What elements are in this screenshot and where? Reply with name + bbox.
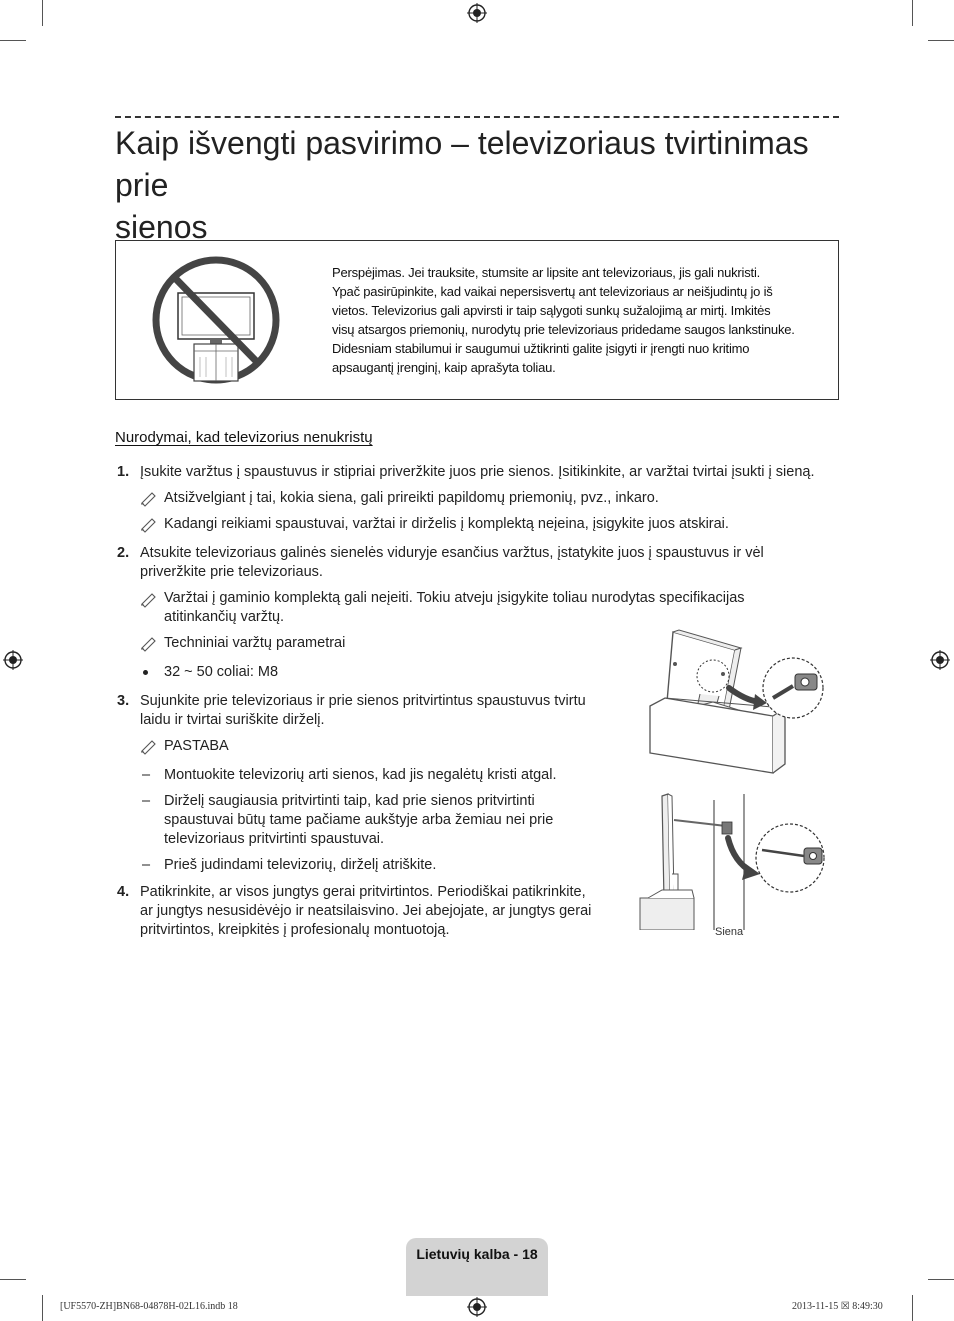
step-text: laidu ir tvirtai suriškite dirželį. [140,712,325,728]
step-text: Patikrinkite, ar visos jungtys gerai pritvirtintos. Periodiškai patikrinkite, [140,884,586,900]
dash-marker: – [142,857,151,873]
crop-mark [42,1295,43,1321]
warning-line: Didesniam stabilumui ir saugumui užtikrinti galite įsigyti ir įrengti nuo kritimo [332,341,750,356]
crop-mark [0,1279,26,1280]
warning-box [115,240,839,400]
page-title [115,122,855,248]
note-label: PASTABA [164,738,229,754]
step-number: 3. [117,693,130,709]
step-text: ar jungtys nesusidėvėjo ir neatsilaisvino. Jei abejojate, ar jungtys gerai [140,903,592,919]
warning-line: vietos. Televizorius gali apvirsti ir taip sąlygoti sunkų sužalojimą ar mirtį. Imkitės [332,303,771,318]
step-text: priveržkite prie televizoriaus. [140,564,323,580]
crop-mark [928,40,954,41]
registration-mark-icon [3,650,23,670]
warning-line: Perspėjimas. Jei trauksite, stumsite ar lipsite ant televizoriaus, jis gali nukristi. [332,265,761,280]
note-pencil-icon [140,636,158,652]
no-tv-tipping-icon [150,253,282,387]
note-text: Atsižvelgiant į tai, kokia siena, gali prireikti papildomų priemonių, pvz., inkaro. [164,490,659,506]
warning-text [332,263,822,377]
crop-mark [0,40,26,41]
warning-line: visų atsargos priemonių, nurodytų prie televizoriaus pridedame saugos lankstinuke. [332,322,795,337]
note-text: atitinkančių varžtų. [164,609,285,625]
figure-label: Siena [715,926,744,938]
tv-wall-strap-illustration [638,790,838,930]
step-number: 4. [117,884,130,900]
tv-back-bracket-illustration [645,628,830,778]
registration-mark-icon [467,3,487,23]
bullet-text: 32 ~ 50 coliai: M8 [164,664,279,680]
registration-mark-icon [930,650,950,670]
note-text: Kadangi reikiami spaustuvai, varžtai ir dirželis į komplektą neįeina, įsigykite juos atskirai. [164,516,729,532]
section-heading: Nurodymai, kad televizorius nenukristų [115,429,373,446]
step-text: Įsukite varžtus į spaustuvus ir stipriai priveržkite juos prie sienos. Įsitikinkite, ar varžtai tvirtai įsukti į sieną. [140,464,815,480]
page-number-label: Lietuvių kalba - 18 [416,1246,538,1262]
footer-timestamp: 2013-11-15 ☒ 8:49:30 [792,1301,883,1312]
note-pencil-icon [140,592,158,608]
crop-mark [42,0,43,26]
note-text: Techniniai varžtų parametrai [164,635,346,651]
dash-text: Dirželį saugiausia pritvirtinti taip, kad prie sienos pritvirtinti [164,793,535,809]
warning-line: apsaugantį įrenginį, kaip aprašyta toliau. [332,360,556,375]
footer-file-info: [UF5570-ZH]BN68-04878H-02L16.indb 18 [60,1301,238,1312]
dash-marker: – [142,793,151,809]
registration-mark-icon [467,1297,487,1317]
crop-mark [912,1295,913,1321]
dash-text: spaustuvai būtų tame pačiame aukštyje arba žemiau nei prie [164,812,554,828]
dash-text: Prieš judindami televizorių, dirželį atriškite. [164,857,437,873]
page-title-line: sienos [115,209,208,245]
title-rule [115,116,839,118]
dash-text: televizoriaus pritvirtinti spaustuvai. [164,831,385,847]
step-text: pritvirtintos, kreipkitės į profesionalų montuotoją. [140,922,450,938]
dash-text: Montuokite televizorių arti sienos, kad jis negalėtų kristi atgal. [164,767,557,783]
crop-mark [912,0,913,26]
crop-mark [928,1279,954,1280]
step-text: Sujunkite prie televizoriaus ir prie sienos pritvirtintus spaustuvus tvirtu [140,693,586,709]
note-pencil-icon [140,491,158,507]
note-pencil-icon [140,517,158,533]
note-text: Varžtai į gaminio komplektą gali neįeiti. Tokiu atveju įsigykite toliau nurodytas specifikacijas [164,590,745,606]
dash-marker: – [142,767,151,783]
step-text: Atsukite televizoriaus galinės sienelės viduryje esančius varžtus, įstatykite juos į spaustuvus ir vėl [140,545,764,561]
warning-line: Ypač pasirūpinkite, kad vaikai nepersisvertų ant televizoriaus ar neišjudintų jo iš [332,284,773,299]
page-title-line: Kaip išvengti pasvirimo – televizoriaus tvirtinimas prie [115,125,809,203]
note-pencil-icon [140,739,158,755]
step-number: 1. [117,464,130,480]
step-number: 2. [117,545,130,561]
bullet [143,670,148,675]
